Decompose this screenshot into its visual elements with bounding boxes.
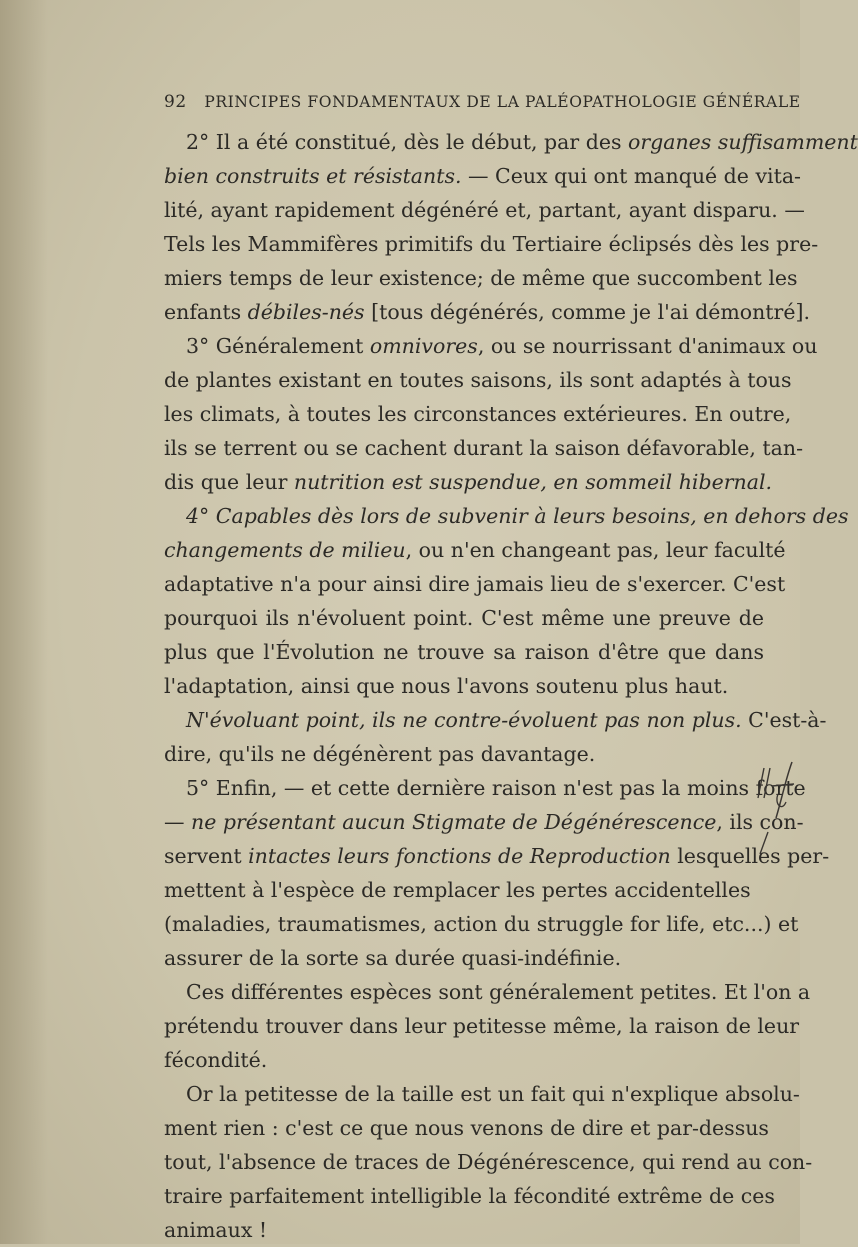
text-line: tout, l'absence de traces de Dégénérescence, qui rend au con- <box>164 1150 813 1174</box>
running-title: PRINCIPES FONDAMENTAUX DE LA PALÉOPATHOLOGIE GÉNÉRALE <box>204 93 801 111</box>
text-line: N'évoluant point, ils ne contre-évoluent pas non plus. C'est-à- <box>186 708 827 732</box>
page-edge-shadow <box>0 0 48 1244</box>
page-number: 92 <box>164 92 187 112</box>
text-line: assurer de la sorte sa durée quasi-indéfinie. <box>164 946 622 970</box>
text-line: fécondité. <box>164 1048 268 1072</box>
running-header <box>164 92 801 116</box>
text-line: animaux ! <box>164 1218 268 1242</box>
text-line: traire parfaitement intelligible la fécondité extrême de ces <box>164 1184 775 1208</box>
text-line: (maladies, traumatismes, action du struggle for life, etc...) et <box>164 912 799 936</box>
text-line: servent intactes leurs fonctions de Reproduction lesquelles per- <box>164 844 830 868</box>
text-line: miers temps de leur existence; de même que succombent les <box>164 266 798 290</box>
text-line: l'adaptation, ainsi que nous l'avons soutenu plus haut. <box>164 674 729 698</box>
text-line: adaptative n'a pour ainsi dire jamais lieu de s'exercer. C'est <box>164 572 786 596</box>
text-line: enfants débiles-nés [tous dégénérés, comme je l'ai démontré]. <box>164 300 810 324</box>
text-line: 5° Enfin, — et cette dernière raison n'est pas la moins forte <box>186 776 806 800</box>
text-line: 2° Il a été constitué, dès le début, par des organes suffisamment <box>186 130 858 154</box>
text-line: dire, qu'ils ne dégénèrent pas davantage. <box>164 742 596 766</box>
text-line: lité, ayant rapidement dégénéré et, partant, ayant disparu. — <box>164 198 805 222</box>
text-line: changements de milieu, ou n'en changeant pas, leur faculté <box>164 538 786 562</box>
text-line: les climats, à toutes les circonstances extérieures. En outre, <box>164 402 792 426</box>
text-line: ils se terrent ou se cachent durant la saison défavorable, tan- <box>164 436 804 460</box>
text-line: Or la petitesse de la taille est un fait qui n'explique absolu- <box>186 1082 800 1106</box>
text-line: — ne présentant aucun Stigmate de Dégénérescence, ils con- <box>164 810 804 834</box>
text-line: 4° Capables dès lors de subvenir à leurs besoins, en dehors des <box>186 504 849 528</box>
text-line: prétendu trouver dans leur petitesse même, la raison de leur <box>164 1014 800 1038</box>
text-line: de plantes existant en toutes saisons, ils sont adaptés à tous <box>164 368 792 392</box>
text-line: 3° Généralement omnivores, ou se nourrissant d'animaux ou <box>186 334 818 358</box>
text-line: mettent à l'espèce de remplacer les pertes accidentelles <box>164 878 751 902</box>
text-line: pourquoi ils n'évoluent point. C'est même une preuve de <box>164 606 764 630</box>
handwritten-margin-mark-icon <box>752 758 798 858</box>
text-line: dis que leur nutrition est suspendue, en sommeil hibernal. <box>164 470 773 494</box>
text-line: plus que l'Évolution ne trouve sa raison d'être que dans <box>164 640 764 664</box>
text-line: Ces différentes espèces sont généralement petites. Et l'on a <box>186 980 811 1004</box>
text-line: Tels les Mammifères primitifs du Tertiaire éclipsés dès les pre- <box>164 232 819 256</box>
text-line: bien construits et résistants. — Ceux qui ont manqué de vita- <box>164 164 801 188</box>
text-line: ment rien : c'est ce que nous venons de dire et par-dessus <box>164 1116 769 1140</box>
